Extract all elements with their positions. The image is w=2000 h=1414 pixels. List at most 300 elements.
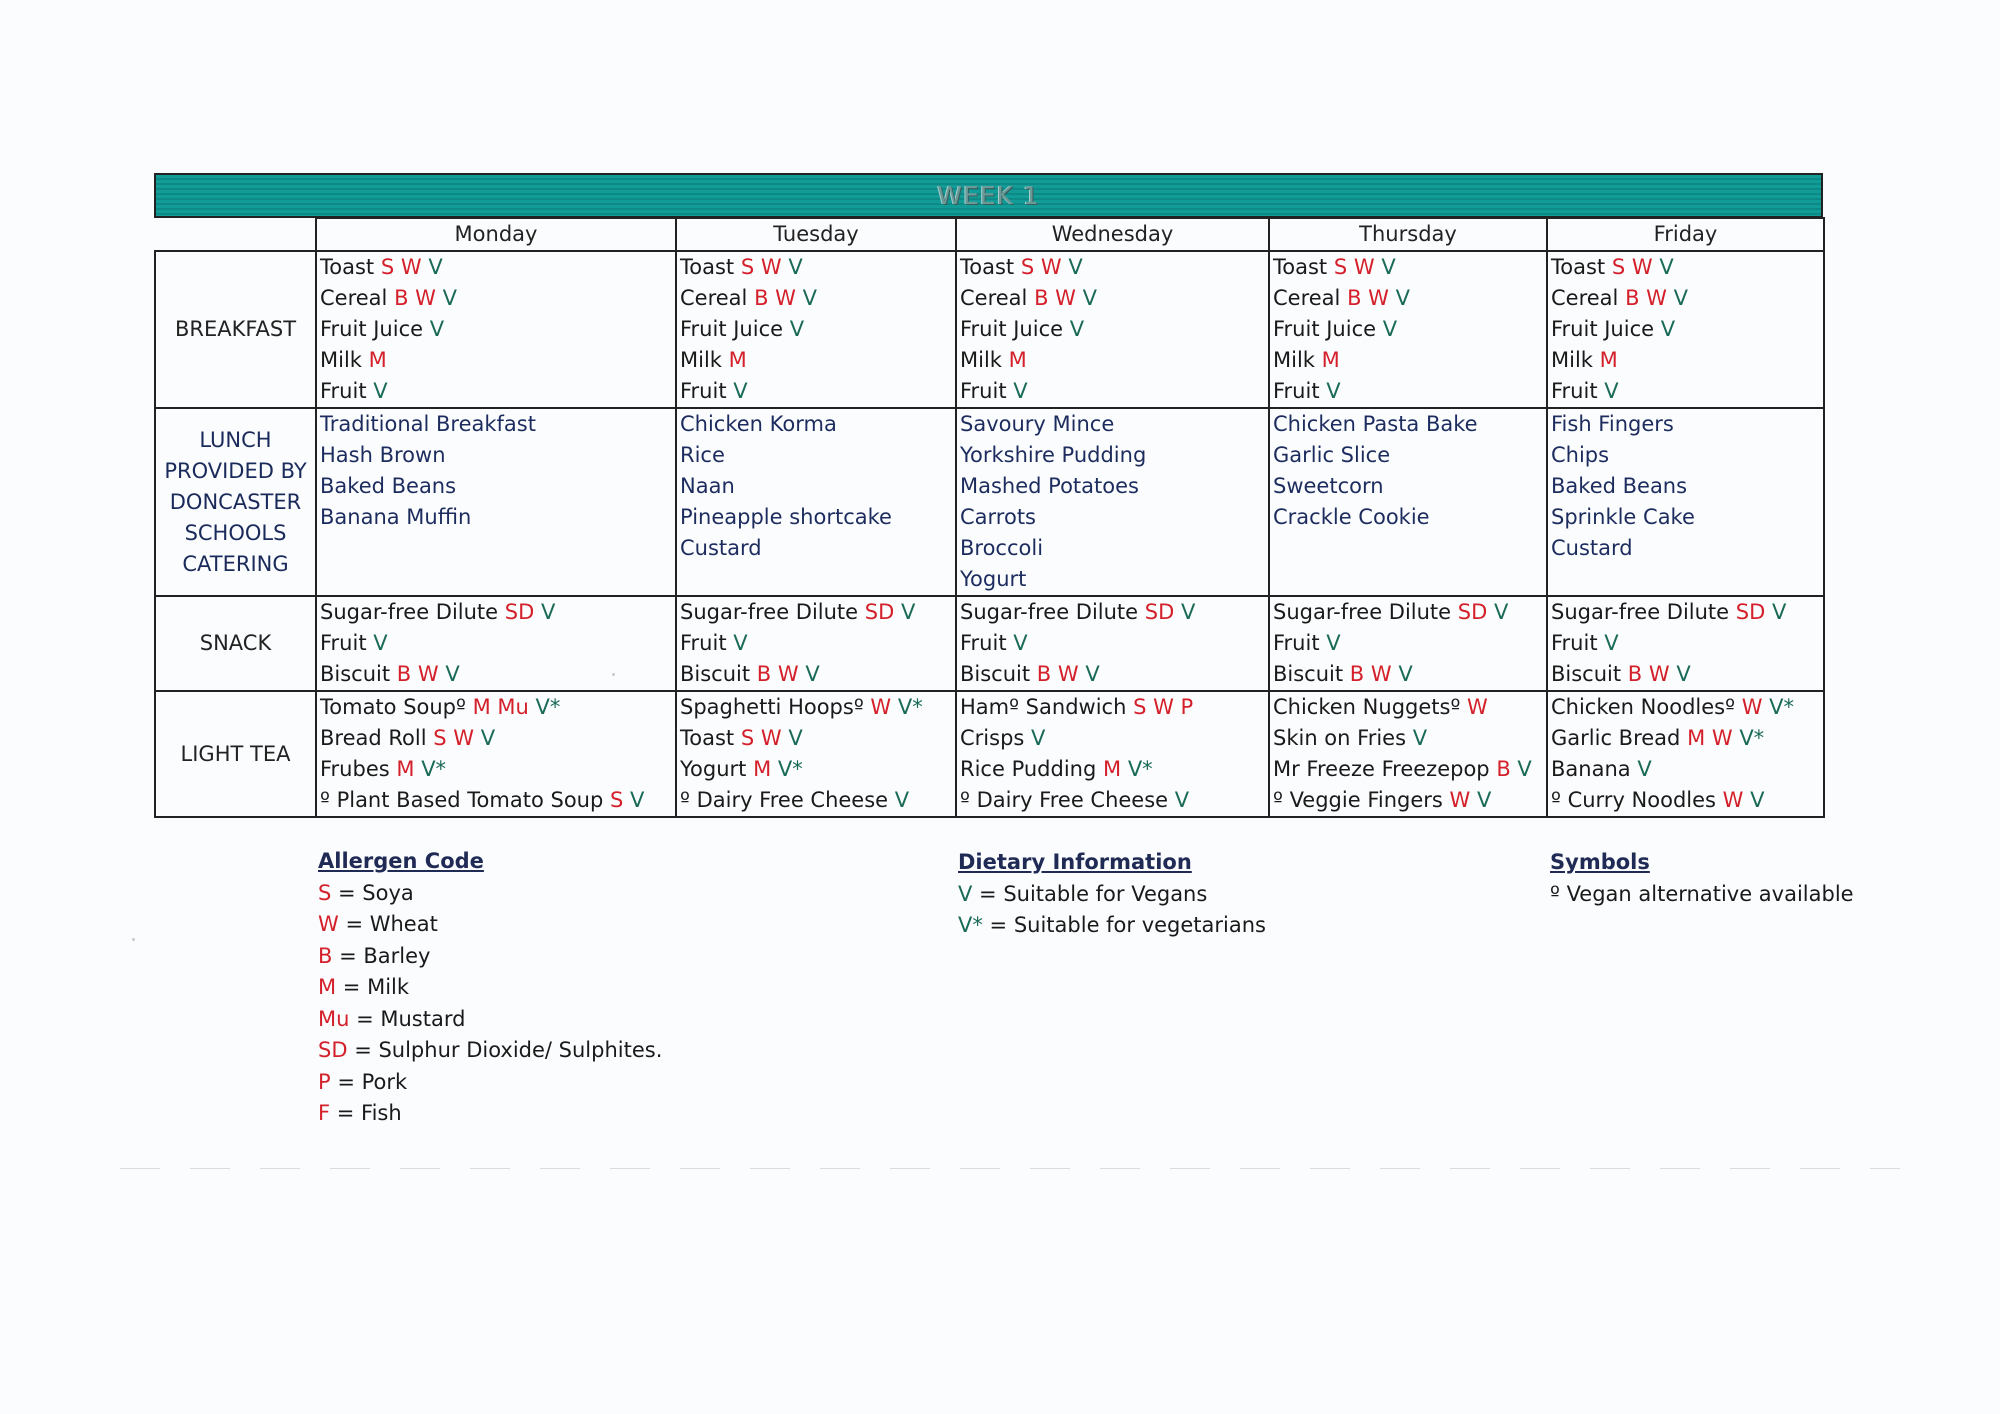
menu-item-name: Rice Pudding <box>960 757 1097 781</box>
allergen-codes: S W <box>740 726 782 750</box>
menu-item <box>957 533 1268 564</box>
menu-item <box>1270 376 1546 407</box>
menu-item <box>317 659 675 690</box>
menu-item-name: º Curry Noodles <box>1551 788 1716 812</box>
menu-item-name: Broccoli <box>960 536 1044 560</box>
allergen-codes: M <box>1103 757 1122 781</box>
menu-item <box>677 533 955 564</box>
menu-item-name: Fruit Juice <box>1273 317 1377 341</box>
menu-item <box>1270 440 1546 471</box>
dietary-entries <box>958 879 1266 942</box>
menu-item-name: Cereal <box>1551 286 1619 310</box>
menu-item <box>1548 754 1823 785</box>
menu-item-name: Chicken Nuggetsº <box>1273 695 1461 719</box>
allergen-codes: B W <box>1625 286 1667 310</box>
dietary-code: V <box>540 600 556 624</box>
menu-item-name: Fruit <box>960 379 1014 403</box>
allergen-codes: W <box>1467 695 1488 719</box>
day-header: Friday <box>1547 218 1824 251</box>
menu-item <box>677 409 955 440</box>
week-title: WEEK 1 <box>937 181 1040 210</box>
menu-item <box>1270 252 1546 283</box>
menu-item <box>1548 345 1823 376</box>
menu-item <box>317 471 675 502</box>
allergen-codes: S W <box>1333 255 1375 279</box>
symbols-legend <box>1550 847 1854 910</box>
allergen-codes: S W <box>380 255 422 279</box>
allergen-codes: S W P <box>1133 695 1194 719</box>
menu-item <box>317 723 675 754</box>
menu-item-name: º Veggie Fingers <box>1273 788 1443 812</box>
allergen-legend <box>318 846 662 1130</box>
menu-item <box>1548 409 1823 440</box>
menu-item <box>957 785 1268 816</box>
legend-code: Mu <box>318 1006 350 1031</box>
menu-item-name: Garlic Slice <box>1273 443 1391 467</box>
menu-item-name: Crisps <box>960 726 1025 750</box>
allergen-codes: SD <box>1144 600 1175 624</box>
menu-item-name: Mr Freeze Freezepop <box>1273 757 1490 781</box>
meal-row <box>155 408 1824 596</box>
legend-text: = Soya <box>331 880 414 905</box>
allergen-codes: M <box>1008 348 1027 372</box>
dietary-code: V <box>630 788 645 812</box>
menu-cell <box>1547 691 1824 817</box>
dietary-code: V <box>480 726 496 750</box>
menu-item-name: Toast <box>1551 255 1606 279</box>
allergen-codes: SD <box>864 600 895 624</box>
menu-item-name: Yogurt <box>960 567 1027 591</box>
menu-item <box>317 754 675 785</box>
dietary-code: V <box>1082 286 1097 310</box>
allergen-codes: S W <box>740 255 782 279</box>
menu-item-name: Skin on Fries <box>1273 726 1407 750</box>
allergen-codes: M <box>1321 348 1340 372</box>
menu-item <box>677 785 955 816</box>
menu-item-name: Yorkshire Pudding <box>960 443 1147 467</box>
menu-item-name: Spaghetti Hoopsº <box>680 695 864 719</box>
menu-item-name: Naan <box>680 474 735 498</box>
dietary-code: V <box>1382 317 1398 341</box>
allergen-codes: S W <box>1020 255 1062 279</box>
menu-item <box>957 314 1268 345</box>
menu-table <box>154 217 1825 818</box>
legend-entry <box>318 909 662 941</box>
dietary-code: V <box>1673 286 1688 310</box>
menu-item <box>1548 440 1823 471</box>
legend-entry <box>318 1067 662 1099</box>
menu-item <box>1270 314 1546 345</box>
menu-item <box>317 440 675 471</box>
legend-text: = Wheat <box>338 912 438 936</box>
allergen-codes: B W <box>396 662 439 686</box>
dietary-code: V <box>788 726 803 750</box>
legend-entry <box>318 941 662 973</box>
menu-item <box>957 628 1268 659</box>
menu-item-name: Fruit <box>960 631 1007 655</box>
menu-cell <box>1269 408 1547 596</box>
menu-item <box>677 314 955 345</box>
menu-item-name: Chicken Noodlesº <box>1551 695 1735 719</box>
meal-row <box>155 691 1824 817</box>
legend-text: = Barley <box>332 943 431 968</box>
menu-item-name: Traditional Breakfast <box>320 412 536 436</box>
menu-item-name: Banana Muffin <box>320 505 472 529</box>
allergen-codes: B W <box>1036 662 1079 686</box>
menu-item <box>957 692 1268 723</box>
legend-code: V* <box>958 913 983 937</box>
allergen-codes: M <box>753 757 772 781</box>
legend-entry <box>318 1035 662 1067</box>
menu-item <box>957 409 1268 440</box>
menu-item-name: Milk <box>1273 348 1315 372</box>
day-header: Thursday <box>1269 218 1547 251</box>
legend-text: º Vegan alternative available <box>1550 881 1854 906</box>
menu-item <box>677 628 955 659</box>
menu-item <box>1270 785 1546 816</box>
allergen-codes: B W <box>1349 662 1392 686</box>
allergen-entries <box>318 878 662 1130</box>
menu-item <box>317 692 675 723</box>
menu-item-name: Sweetcorn <box>1273 474 1384 498</box>
menu-item-name: Hash Brown <box>320 443 446 467</box>
dietary-code: V <box>1412 726 1428 750</box>
meal-label-line: LIGHT TEA <box>180 741 291 766</box>
dietary-code: V <box>1771 600 1787 624</box>
menu-item <box>1270 723 1546 754</box>
day-header: Wednesday <box>956 218 1269 251</box>
menu-item-name: Fruit Juice <box>320 317 424 341</box>
allergen-codes: SD <box>1735 600 1766 624</box>
meal-label-line: SCHOOLS <box>184 520 287 545</box>
menu-item <box>1270 283 1546 314</box>
menu-item-name: Biscuit <box>960 662 1031 686</box>
menu-item <box>1548 723 1823 754</box>
menu-item <box>1548 376 1823 407</box>
dietary-code: V <box>1660 317 1676 341</box>
day-header-row <box>155 218 1824 251</box>
dietary-code: V <box>802 286 817 310</box>
legend-entry <box>318 1098 662 1130</box>
menu-item-name: Fruit Juice <box>1551 317 1655 341</box>
legend-code: V <box>958 881 973 906</box>
dietary-code: V* <box>1127 757 1153 781</box>
menu-item <box>677 723 955 754</box>
dietary-code: V <box>445 662 460 686</box>
menu-item <box>1548 471 1823 502</box>
menu-item-name: Chicken Pasta Bake <box>1273 412 1478 436</box>
allergen-codes: B W <box>1034 286 1076 310</box>
menu-item-name: Milk <box>1551 348 1593 372</box>
menu-item-name: Baked Beans <box>320 474 457 498</box>
menu-item <box>1548 628 1823 659</box>
allergen-codes: SD <box>1457 600 1488 624</box>
menu-item <box>957 502 1268 533</box>
menu-cell <box>316 408 676 596</box>
allergen-codes: M <box>368 348 387 372</box>
dietary-code: V* <box>897 695 923 719</box>
menu-item <box>957 659 1268 690</box>
menu-item <box>1270 597 1546 628</box>
menu-item <box>1548 502 1823 533</box>
menu-item <box>957 597 1268 628</box>
menu-item-name: Chips <box>1551 443 1610 467</box>
menu-item-name: Milk <box>960 348 1002 372</box>
menu-item-name: Fruit <box>1551 379 1605 403</box>
legend-code: S <box>318 880 332 905</box>
week-banner <box>154 173 1823 218</box>
menu-cell <box>1547 596 1824 691</box>
legend-code: M <box>318 975 337 999</box>
menu-item <box>957 345 1268 376</box>
dietary-code: V <box>1013 379 1028 403</box>
dietary-legend-title: Dietary Information <box>958 850 1192 874</box>
menu-cell <box>676 596 956 691</box>
dietary-code: V <box>1395 286 1410 310</box>
menu-item-name: º Plant Based Tomato Soup <box>320 788 604 812</box>
menu-item-name: Fruit <box>1551 631 1598 655</box>
menu-item <box>957 754 1268 785</box>
allergen-codes: M Mu <box>472 695 529 719</box>
menu-item <box>1548 692 1823 723</box>
allergen-codes: M <box>728 348 747 372</box>
menu-item-name: Frubes <box>320 757 390 781</box>
page-fold-line <box>120 1168 1900 1169</box>
menu-item-name: Sugar-free Dilute <box>1551 600 1730 624</box>
symbols-entries <box>1550 879 1854 911</box>
menu-item-name: Mashed Potatoes <box>960 474 1139 498</box>
menu-item <box>677 471 955 502</box>
legend-entry <box>958 879 1266 911</box>
legend-code: W <box>318 912 339 936</box>
allergen-codes: B W <box>1627 662 1670 686</box>
allergen-codes: M <box>1599 348 1618 372</box>
meal-row <box>155 596 1824 691</box>
dietary-code: V <box>428 255 443 279</box>
menu-item-name: Carrots <box>960 505 1036 529</box>
menu-item-name: Fruit <box>680 631 727 655</box>
dietary-code: V <box>1031 726 1046 750</box>
legend-entry <box>1550 879 1854 911</box>
menu-item <box>677 754 955 785</box>
menu-item-name: Cereal <box>1273 286 1341 310</box>
menu-item <box>1548 785 1823 816</box>
menu-cell <box>956 251 1269 408</box>
menu-item-name: Fruit <box>320 631 367 655</box>
menu-item <box>317 345 675 376</box>
dietary-code: V <box>1068 255 1083 279</box>
menu-item <box>677 345 955 376</box>
legend-text: = Mustard <box>349 1006 466 1031</box>
dietary-code: V <box>429 317 445 341</box>
dietary-code: V* <box>777 757 803 781</box>
allergen-codes: W <box>1722 788 1744 812</box>
legend-text: = Pork <box>330 1069 408 1094</box>
menu-item-name: Fruit Juice <box>680 317 784 341</box>
menu-cell <box>1547 251 1824 408</box>
menu-item-name: Banana <box>1551 757 1631 781</box>
menu-item-name: Toast <box>680 726 735 750</box>
menu-item <box>1548 252 1823 283</box>
menu-item <box>1548 314 1823 345</box>
corner-cell <box>155 218 316 251</box>
dietary-code: V <box>733 631 748 655</box>
dietary-code: V* <box>1739 726 1765 750</box>
day-header: Tuesday <box>676 218 956 251</box>
allergen-codes: W <box>1449 788 1471 812</box>
menu-item <box>677 597 955 628</box>
allergen-codes: W <box>1741 695 1763 719</box>
menu-item <box>1548 659 1823 690</box>
symbols-legend-title: Symbols <box>1550 850 1650 874</box>
day-header: Monday <box>316 218 676 251</box>
dietary-code: V <box>1676 662 1691 686</box>
allergen-codes: S W <box>433 726 475 750</box>
dietary-code: V <box>442 286 457 310</box>
menu-item <box>317 409 675 440</box>
menu-cell <box>676 251 956 408</box>
legend-text: = Sulphur Dioxide/ Sulphites. <box>347 1038 663 1062</box>
menu-item-name: Fruit <box>320 379 374 403</box>
legend-code: B <box>318 943 333 968</box>
menu-item-name: Toast <box>680 255 735 279</box>
menu-cell <box>676 408 956 596</box>
legend-text: = Suitable for Vegans <box>972 881 1208 906</box>
legend-entry <box>318 1004 662 1036</box>
menu-item-name: Sugar-free Dilute <box>680 600 859 624</box>
menu-item <box>677 692 955 723</box>
menu-body <box>155 251 1824 817</box>
dietary-code: V <box>894 788 910 812</box>
allergen-codes: B <box>1496 757 1511 781</box>
menu-item <box>957 440 1268 471</box>
menu-cell <box>1269 596 1547 691</box>
menu-item-name: º Dairy Free Cheese <box>960 788 1169 812</box>
menu-cell <box>956 596 1269 691</box>
menu-item-name: Fish Fingers <box>1551 412 1674 436</box>
dietary-code: V <box>1069 317 1085 341</box>
allergen-legend-title: Allergen Code <box>318 849 484 873</box>
menu-item-name: Savoury Mince <box>960 412 1115 436</box>
menu-item-name: Garlic Bread <box>1551 726 1681 750</box>
menu-item-name: Sugar-free Dilute <box>320 600 499 624</box>
menu-item <box>1270 471 1546 502</box>
meal-label-line: PROVIDED BY <box>164 458 307 483</box>
menu-item-name: Pineapple shortcake <box>680 505 892 529</box>
dietary-code: V <box>1604 631 1619 655</box>
menu-item <box>677 252 955 283</box>
menu-item-name: Cereal <box>960 286 1028 310</box>
dietary-code: V <box>373 379 388 403</box>
menu-item-name: Fruit <box>680 379 734 403</box>
dietary-code: V <box>1180 600 1196 624</box>
dietary-code: V <box>1476 788 1492 812</box>
dietary-code: V <box>1517 757 1532 781</box>
legend-entry <box>958 910 1266 942</box>
allergen-codes: B W <box>754 286 796 310</box>
dietary-code: V <box>900 600 916 624</box>
menu-item <box>1270 628 1546 659</box>
dietary-code: V <box>1659 255 1674 279</box>
menu-item-name: Tomato Soupº <box>320 695 466 719</box>
menu-item-name: Sugar-free Dilute <box>1273 600 1452 624</box>
menu-item-name: Hamº Sandwich <box>960 695 1127 719</box>
allergen-codes: M W <box>1687 726 1733 750</box>
menu-item-name: Bread Roll <box>320 726 427 750</box>
legend-text: = Fish <box>330 1101 402 1125</box>
allergen-codes: B W <box>1347 286 1389 310</box>
menu-item <box>1270 409 1546 440</box>
menu-cell <box>316 251 676 408</box>
dietary-code: V <box>805 662 820 686</box>
menu-item <box>957 283 1268 314</box>
menu-item <box>1548 533 1823 564</box>
menu-item <box>677 659 955 690</box>
menu-cell <box>1547 408 1824 596</box>
menu-cell <box>676 691 956 817</box>
dietary-code: V <box>788 255 803 279</box>
menu-item <box>317 785 675 816</box>
menu-item-name: Sugar-free Dilute <box>960 600 1139 624</box>
dietary-code: V <box>1013 631 1028 655</box>
dietary-code: V <box>1750 788 1765 812</box>
meal-row <box>155 251 1824 408</box>
menu-item <box>957 723 1268 754</box>
allergen-codes: S <box>610 788 624 812</box>
menu-cell <box>316 691 676 817</box>
meal-label-line: DONCASTER <box>169 489 302 514</box>
dietary-code: V <box>1326 631 1341 655</box>
menu-item-name: Custard <box>680 536 762 560</box>
meal-label <box>155 408 316 596</box>
legend-text: = Suitable for vegetarians <box>982 913 1266 937</box>
meal-label <box>155 596 316 691</box>
menu-cell <box>956 408 1269 596</box>
menu-item <box>677 283 955 314</box>
menu-item <box>957 376 1268 407</box>
menu-item <box>677 376 955 407</box>
legend-entry <box>318 972 662 1004</box>
menu-item-name: Cereal <box>680 286 748 310</box>
dietary-code: V* <box>421 757 447 781</box>
allergen-codes: SD <box>504 600 535 624</box>
menu-item <box>957 252 1268 283</box>
menu-item <box>317 376 675 407</box>
menu-item-name: Milk <box>680 348 722 372</box>
menu-item-name: Toast <box>320 255 375 279</box>
menu-item-name: Biscuit <box>1273 662 1344 686</box>
menu-item-name: Toast <box>1273 255 1328 279</box>
meal-label-line: BREAKFAST <box>174 317 297 341</box>
menu-cell <box>956 691 1269 817</box>
menu-item <box>1270 502 1546 533</box>
menu-item <box>317 252 675 283</box>
menu-item-name: Chicken Korma <box>680 412 837 436</box>
dietary-code: V* <box>535 695 561 719</box>
legend-code: P <box>318 1069 331 1094</box>
allergen-codes: M <box>396 757 415 781</box>
menu-item-name: º Dairy Free Cheese <box>680 788 889 812</box>
dietary-code: V <box>373 631 388 655</box>
legend-text: = Milk <box>336 975 410 999</box>
dietary-code: V <box>1326 379 1341 403</box>
menu-item-name: Toast <box>960 255 1015 279</box>
menu-item <box>677 440 955 471</box>
dietary-code: V* <box>1769 695 1795 719</box>
dietary-code: V <box>1085 662 1100 686</box>
menu-item-name: Fruit Juice <box>960 317 1064 341</box>
menu-item <box>317 502 675 533</box>
